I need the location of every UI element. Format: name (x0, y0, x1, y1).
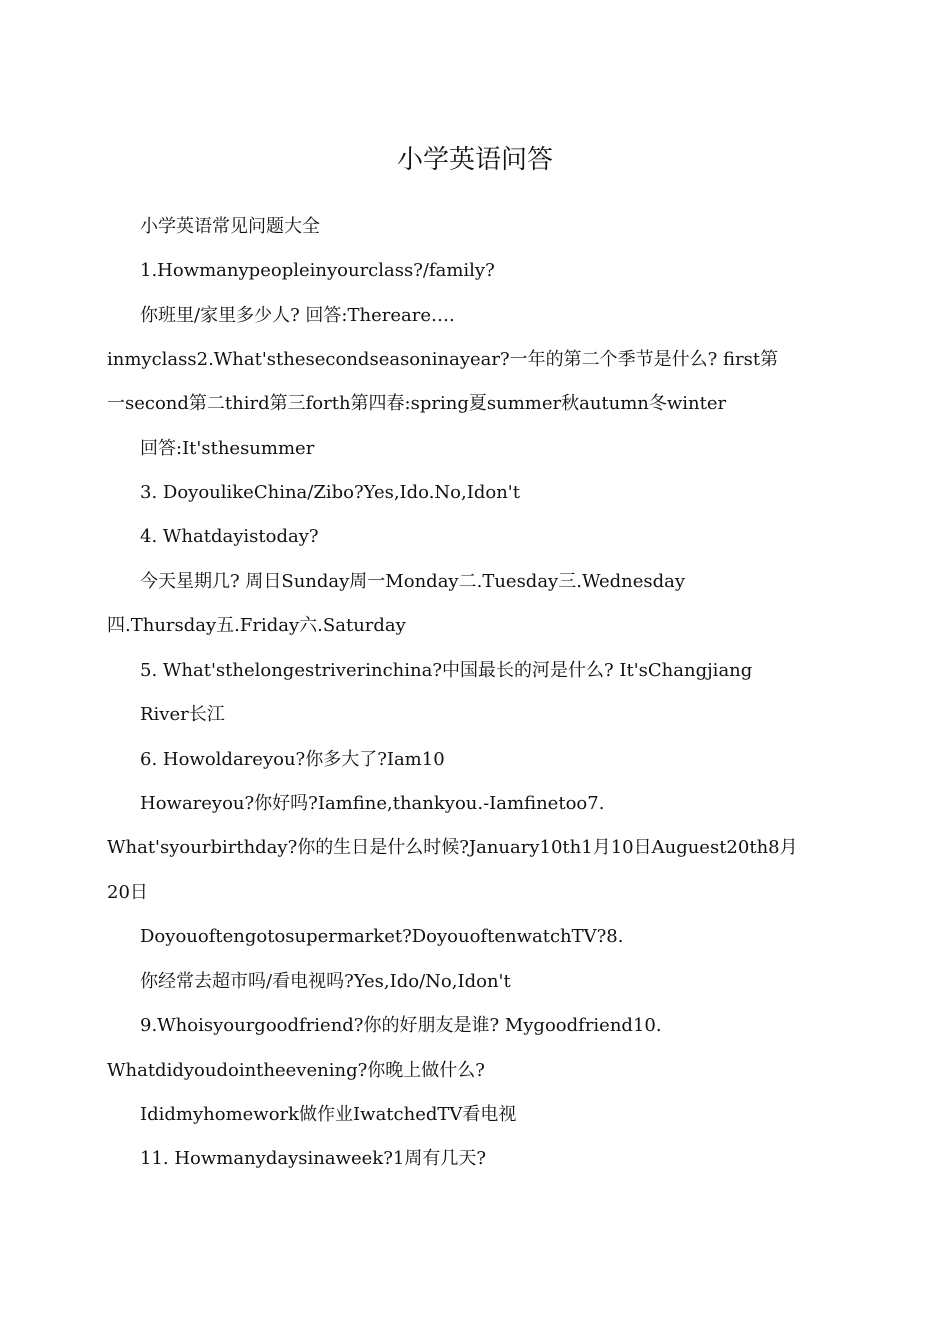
paragraph-line: 四.Thursday五.Friday六.Saturday (107, 615, 406, 636)
question-line: 11. Howmanydaysinaweek?1周有几天? (140, 1148, 486, 1169)
answer-line: 你班里/家里多少人? 回答:Thereare…. (140, 305, 455, 326)
question-line: 5. What'sthelongestriverinchina?中国最长的河是什么? It'sChangjiang (140, 660, 753, 681)
paragraph-line: 20日 (107, 882, 148, 903)
intro-line: 小学英语常见问题大全 (140, 216, 320, 237)
page-title: 小学英语问答 (396, 145, 553, 175)
answer-line: 今天星期几? 周日Sunday周一Monday二.Tuesday三.Wednesday (140, 571, 686, 592)
question-line: Doyouoftengotosupermarket?DoyouoftenwatchTV?8. (140, 926, 624, 947)
paragraph-line: inmyclass2.What'sthesecondseasoninayear?一年的第二个季节是什么? first第 (107, 349, 779, 370)
paragraph-line: What'syourbirthday?你的生日是什么时候?January10th1月10日Auguest20th8月 (107, 837, 798, 858)
answer-line: 你经常去超市吗/看电视吗?Yes,Ido/No,Idon't (140, 971, 511, 992)
question-line: 6. Howoldareyou?你多大了?Iam10 (140, 749, 445, 770)
paragraph-line: 一second第二third第三forth第四春:spring夏summer秋autumn冬winter (107, 393, 727, 414)
answer-line: River长江 (140, 704, 225, 725)
answer-line: 回答:It'sthesummer (140, 438, 315, 459)
answer-line: Ididmyhomework做作业IwatchedTV看电视 (140, 1104, 517, 1125)
question-line: Howareyou?你好吗?Iamfine,thankyou.-Iamfinetoo7. (140, 793, 605, 814)
paragraph-line: Whatdidyoudointheevening?你晚上做什么? (107, 1060, 485, 1081)
question-line: 1.Howmanypeopleinyourclass?/family? (140, 260, 495, 281)
question-line: 4. Whatdayistoday? (140, 526, 319, 547)
question-line: 9.Whoisyourgoodfriend?你的好朋友是谁? Mygoodfriend10. (140, 1015, 662, 1036)
question-line: 3. DoyoulikeChina/Zibo?Yes,Ido.No,Idon't (140, 482, 520, 503)
